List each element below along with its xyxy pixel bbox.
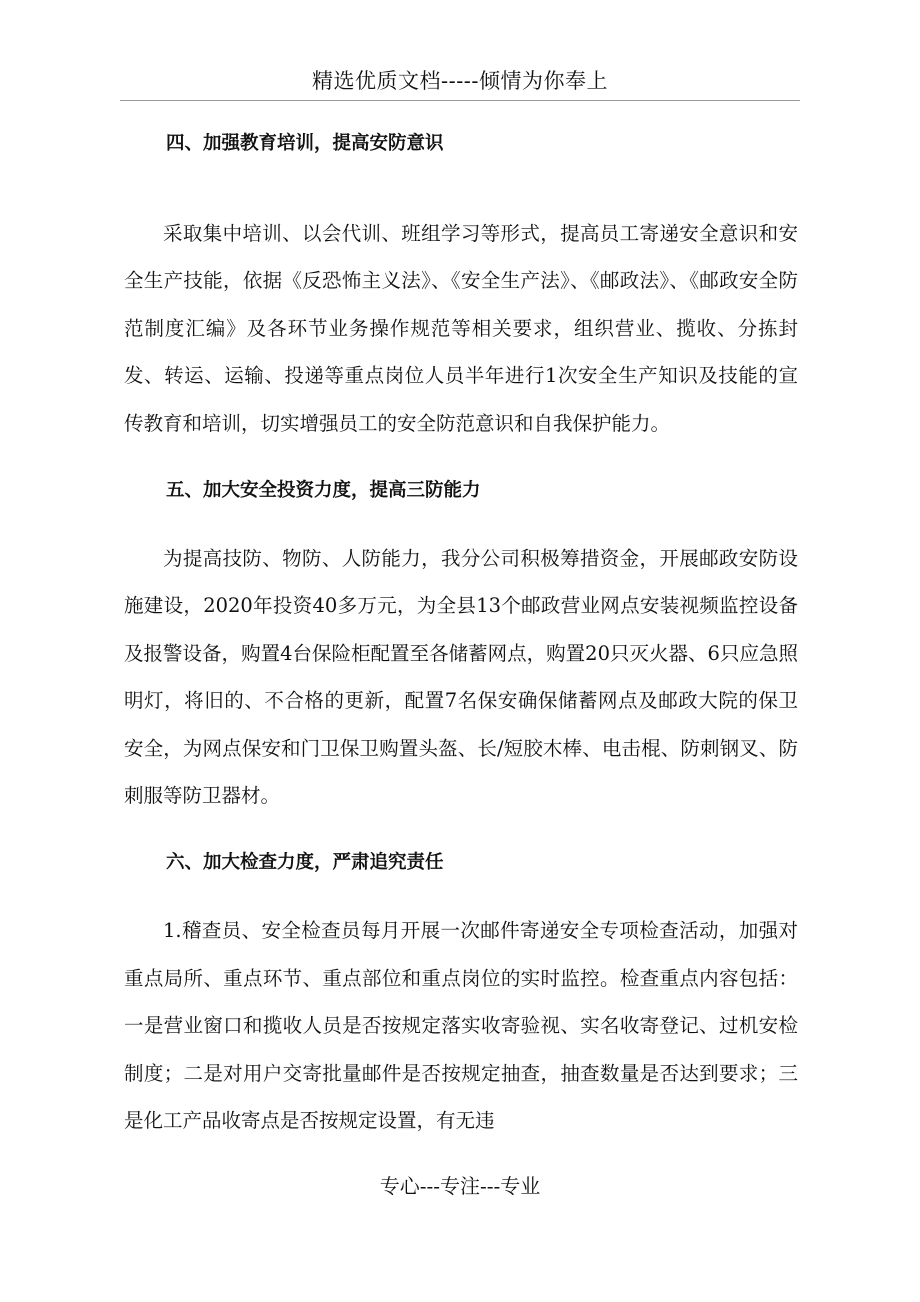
page-header xyxy=(120,62,800,101)
footer-text: 专心---专注---专业 xyxy=(379,1174,541,1198)
section-heading-5: 五、加大安全投资力度，提高三防能力 xyxy=(166,480,481,502)
section-heading-6: 六、加大检查力度，严肃追究责任 xyxy=(166,852,444,874)
section-paragraph-5: 为提高技防、物防、人防能力，我分公司积极筹措资金，开展邮政安防设施建设，2020年投资40多万元，为全县13个邮政营业网点安装视频监控设备及报警设备，购置4台保险柜配置至各储蓄网点，购置20只灭火器、6只应急照明灯，将旧的、不合格的更新，配置7名保安确保储蓄网点及邮政大院的保卫安全，为网点保安和门卫保卫购置头盔、长/短胶木棒、电击棍、防刺钢叉、防刺服等防卫器材。 xyxy=(124,547,798,808)
section-paragraph-6: 1.稽查员、安全检查员每月开展一次邮件寄递安全专项检查活动，加强对重点局所、重点环节、重点部位和重点岗位的实时监控。检查重点内容包括：一是营业窗口和揽收人员是否按规定落实收寄验视、实名收寄登记、过机安检制度；二是对用户交寄批量邮件是否按规定抽查，抽查数量是否达到要求；三是化工产品收寄点是否按规定设置，有无违 xyxy=(124,919,798,1133)
page-footer xyxy=(0,1172,920,1200)
document-body xyxy=(124,114,798,1145)
section-heading-4: 四、加强教育培训，提高安防意识 xyxy=(166,133,444,154)
section-paragraph-4: 采取集中培训、以会代训、班组学习等形式，提高员工寄递安全意识和安全生产技能，依据《反恐怖主义法》、《安全生产法》、《邮政法》、《邮政安全防范制度汇编》及各环节业务操作规范等相关要求，组织营业、揽收、分拣封发、转运、运输、投递等重点岗位人员半年进行1次安全生产知识及技能的宣传教育和培训，切实增强员工的安全防范意识和自我保护能力。 xyxy=(124,222,798,435)
header-text: 精选优质文档-----倾情为你奉上 xyxy=(312,69,608,93)
